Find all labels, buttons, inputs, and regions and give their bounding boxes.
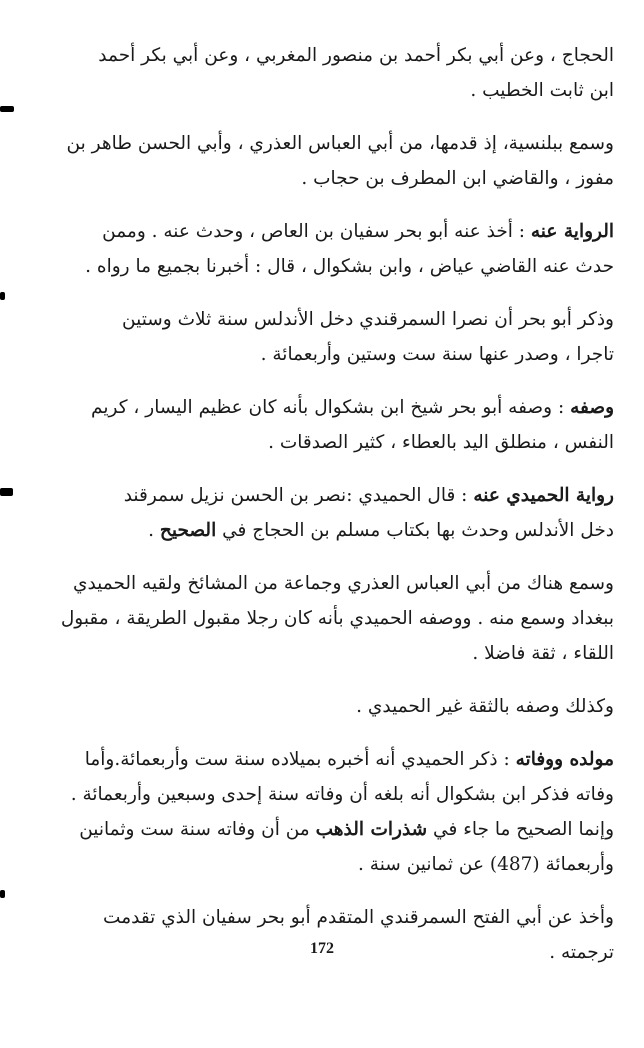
text-line: وسمع ببلنسية، إذ قدمها، من أبي العباس العذري ، وأبي الحسن طاهر بن bbox=[66, 133, 614, 154]
scan-mark bbox=[0, 890, 5, 898]
paragraph-description bbox=[40, 390, 614, 460]
text-line: حدث عنه القاضي عياض ، وابن بشكوال ، قال : أخبرنا بجميع ما رواه . bbox=[85, 256, 614, 277]
text-line: اللقاء ، ثقة فاضلا . bbox=[472, 643, 614, 664]
paragraph bbox=[40, 689, 614, 724]
text-line: مولده ووفاته : ذكر الحميدي أنه أخبره بميلاده سنة ست وأربعمائة.وأما bbox=[84, 749, 614, 770]
text-line: وإنما الصحيح ما جاء في شذرات الذهب من أن وفاته سنة ست وثمانين bbox=[79, 819, 614, 840]
text-line: الرواية عنه : أخذ عنه أبو بحر سفيان بن العاص ، وحدث عنه . وممن bbox=[102, 221, 614, 242]
paragraph bbox=[40, 302, 614, 372]
scan-mark bbox=[0, 292, 5, 300]
text-line: وصفه : وصفه أبو بحر شيخ ابن بشكوال بأنه كان عظيم اليسار ، كريم bbox=[91, 397, 614, 418]
text-line: النفس ، منطلق اليد بالعطاء ، كثير الصدقات . bbox=[268, 432, 614, 453]
paragraph-narration bbox=[40, 214, 614, 284]
text-line: الحجاج ، وعن أبي بكر أحمد بن منصور المغربي ، وعن أبي بكر أحمد bbox=[98, 45, 614, 66]
book-title: الصحيح bbox=[159, 520, 217, 541]
paragraph bbox=[40, 38, 614, 108]
text-line: تاجرا ، وصدر عنها سنة ست وستين وأربعمائة . bbox=[260, 344, 614, 365]
text-line: ترجمته . bbox=[549, 942, 614, 963]
section-label: مولده ووفاته bbox=[515, 749, 614, 770]
text-line: رواية الحميدي عنه : قال الحميدي :نصر بن الحسن نزيل سمرقند bbox=[123, 485, 614, 506]
text-line: دخل الأندلس وحدث بها بكتاب مسلم بن الحجاج في الصحيح . bbox=[148, 520, 614, 541]
text-line: وفاته فذكر ابن بشكوال أنه بلغه أن وفاته سنة إحدى وسبعين وأربعمائة . bbox=[70, 784, 614, 805]
section-label: وصفه bbox=[570, 397, 614, 418]
document-page bbox=[40, 38, 614, 988]
paragraph-humaydi-narration bbox=[40, 478, 614, 548]
section-label: الرواية عنه bbox=[530, 221, 614, 242]
scan-mark bbox=[0, 488, 13, 496]
text-line: وسمع هناك من أبي العباس العذري وجماعة من المشائخ ولقيه الحميدي bbox=[72, 573, 614, 594]
paragraph bbox=[40, 126, 614, 196]
page-number: 172 bbox=[310, 940, 334, 957]
text-line: وذكر أبو بحر أن نصرا السمرقندي دخل الأندلس سنة ثلاث وستين bbox=[122, 309, 614, 330]
text-line: ابن ثابت الخطيب . bbox=[470, 80, 614, 101]
paragraph bbox=[40, 900, 614, 970]
paragraph bbox=[40, 566, 614, 671]
section-label: رواية الحميدي عنه bbox=[473, 485, 614, 506]
text-line: وأخذ عن أبي الفتح السمرقندي المتقدم أبو بحر سفيان الذي تقدمت bbox=[103, 907, 614, 928]
text-line: وأربعمائة (487) عن ثمانين سنة . bbox=[358, 854, 614, 875]
text-line: وكذلك وصفه بالثقة غير الحميدي . bbox=[356, 696, 614, 717]
text-line: مفوز ، والقاضي ابن المطرف بن حجاب . bbox=[301, 168, 614, 189]
scan-mark bbox=[0, 106, 14, 112]
paragraph-birth-death bbox=[40, 742, 614, 882]
text-line: ببغداد وسمع منه . ووصفه الحميدي بأنه كان رجلا مقبول الطريقة ، مقبول bbox=[60, 608, 614, 629]
book-title: شذرات الذهب bbox=[315, 819, 428, 840]
